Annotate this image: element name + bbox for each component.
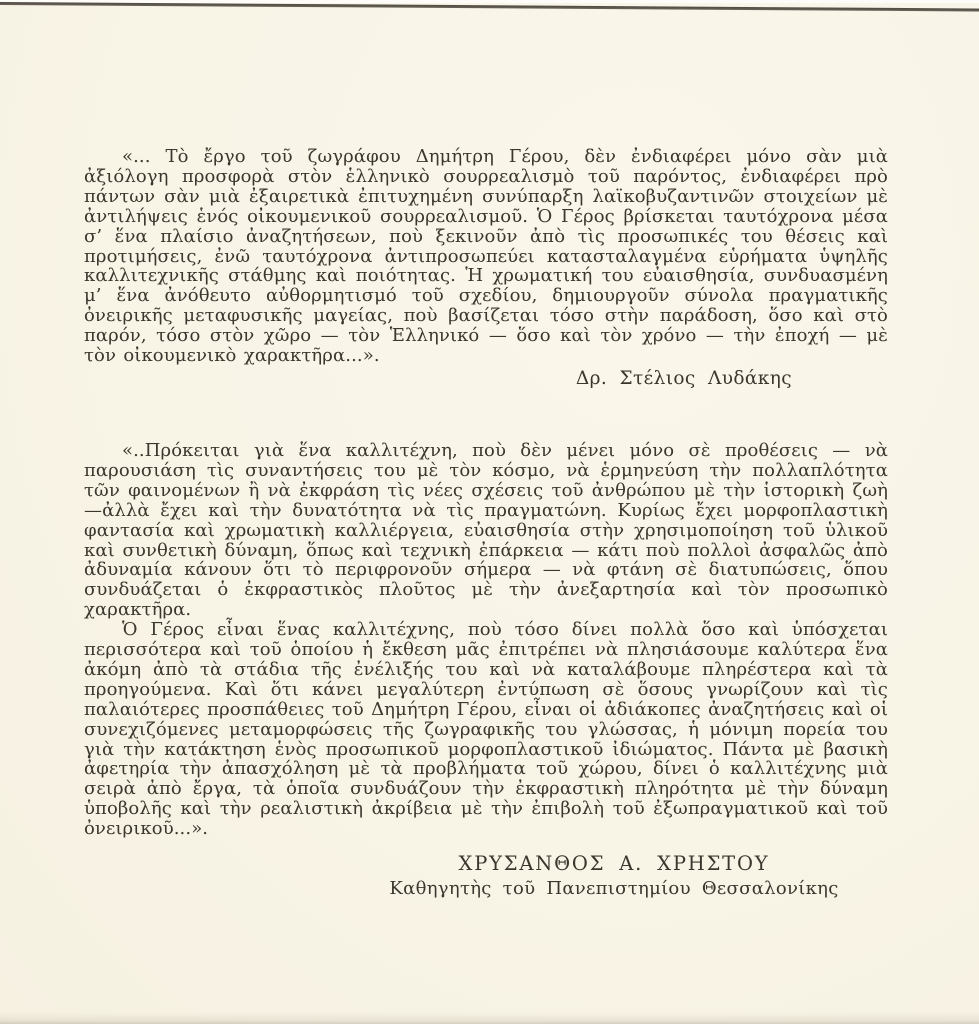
quote-2-signature-title: Καθηγητὴς τοῦ Πανεπιστημίου Θεσσαλονίκης bbox=[389, 878, 839, 900]
quote-2-paragraph-2: Ὁ Γέρος εἶναι ἕνας καλλιτέχνης, ποὺ τόσο δίνει πολλὰ ὅσο καὶ ὑπόσχεται περισσότερα καὶ τοῦ ὁποίου ἡ ἔκθεση μᾶς ἐπιτρέπει νὰ πλησιάσουμε καλύτερα ἕνα ἀκόμη ἀπὸ τὰ στάδια τῆς ἐνέλιξής του καὶ νὰ καταλάβουμε πληρέστερα καὶ τὰ προηγούμενα. Καὶ ὅτι κάνει μεγαλύτερη ἐντύπωση σὲ ὅσους γνωρίζουν καὶ τὶς παλαιότερες προσπάθειες τοῦ Δημήτρη Γέρου, εἶναι οἱ ἀδιάκοπες ἀναζητήσεις καὶ οἱ συνεχιζόμενες μεταμορφώσεις τῆς ζωγραφικῆς του γλώσσας, ἡ μόνιμη πορεία του γιὰ τὴν κατάκτηση ἑνὸς προσωπικοῦ μορφοπλαστικοῦ ἰδιώματος. Πάντα μὲ βασικὴ ἀφετηρία τὴν ἀπασχόληση μὲ τὰ προβλήματα τοῦ χώρου, δίνει ὁ καλλιτέχνης μιὰ σειρὰ ἀπὸ ἔργα, τὰ ὁποῖα συνδυάζουν τὴν ἐκφραστικὴ πληρότητα μὲ τὴν δύναμη ὑποβολῆς καὶ τὴν ρεαλιστικὴ ἀκρίβεια μὲ τὴν ἐπιβολὴ τοῦ ἐξωπραγματικοῦ καὶ τοῦ ὀνειρικοῦ...». bbox=[84, 619, 888, 840]
quote-1-signature: Δρ. Στέλιος Λυδάκης bbox=[575, 367, 792, 389]
quote-2-paragraph-1: «..Πρόκειται γιὰ ἕνα καλλιτέχνη, ποὺ δὲν μένει μόνο σὲ προθέσεις — νὰ παρουσιάση τὶς συναντήσεις του μὲ τὸν κόσμο, νὰ ἑρμηνεύση τὴν πολλαπλότητα τῶν φαινομένων ἢ νὰ ἐκφράση τὶς νέες σχέσεις τοῦ ἀνθρώπου μὲ τὴν ἱστορικὴ ζωὴ—ἀλλὰ ἔχει καὶ τὴν δυνατότητα νὰ τὶς πραγματώνη. Κυρίως ἔχει μορφοπλαστικὴ φαντασία καὶ χρωματικὴ καλλιέργεια, εὐαισθησία στὴν χρησιμοποίηση τοῦ ὑλικοῦ καὶ συνθετικὴ δύναμη, ὅπως καὶ τεχνικὴ ἐπάρκεια — κάτι ποὺ πολλοὶ ἀσφαλῶς ἀπὸ ἀδυναμία κάνουν ὅτι τὸ περιφρονοῦν σήμερα — νὰ φτάνη σὲ διατυπώσεις, ὅπου συνδυάζεται ὁ ἐκφραστικὸς πλοῦτος μὲ τὴν ἀνεξαρτησία καὶ τὸν προσωπικὸ χαρακτῆρα. bbox=[84, 439, 888, 621]
page-text-column bbox=[84, 0, 888, 899]
quote-1-text: «... Τὸ ἔργο τοῦ ζωγράφου Δημήτρη Γέρου, δὲν ἐνδιαφέρει μόνο σὰν μιὰ ἀξιόλογη προσφορὰ στὸν ἑλληνικὸ σουρρεαλισμὸ τοῦ παρόντος, ἐνδιαφέρει πρὸ πάντων σὰν μιὰ ἐξαιρετικὰ ἐπιτυχημένη συνύπαρξη λαϊκοβυζαντινῶν στοιχείων μὲ ἀντιλήψεις ἑνός οἰκουμενικοῦ σουρρεαλισμοῦ. Ὁ Γέρος βρίσκεται ταυτόχρονα μέσα σ’ ἕνα πλαίσιο ἀναζητήσεων, ποὺ ξεκινοῦν ἀπὸ τὶς προσωπικές του θέσεις καὶ προτιμήσεις, ἐνῶ ταυτόχρονα ἀντιπροσωπεύει κατασταλαγμένα εὑρήματα ὑψηλῆς καλλιτεχνικῆς στάθμης καὶ ποιότητας. Ἡ χρωματική του εὐαισθησία, συνδυασμένη μ’ ἕνα ἀνόθευτο αὐθορμητισμό τοῦ σχεδίου, δημιουργοῦν σύνολα πραγματικῆς ὀνειρικῆς μεταφυσικῆς μαγείας, ποὺ βασίζεται τόσο στὴν παράδοση, ὅσο καὶ στὸ παρόν, τόσο στὸν χῶρο — τὸν Ἑλληνικό — ὅσο καὶ τὸν χρόνο — τὴν ἐποχή — μὲ τὸν οἰκουμενικὸ χαρακτῆρα...». bbox=[84, 146, 888, 367]
quote-2-signature-name: ΧΡΥΣΑΝΘΟΣ Α. ΧΡΗΣΤΟΥ bbox=[458, 852, 770, 876]
scan-edge-bottom-shadow bbox=[0, 1012, 979, 1024]
quote-2-signature-block bbox=[334, 852, 894, 899]
